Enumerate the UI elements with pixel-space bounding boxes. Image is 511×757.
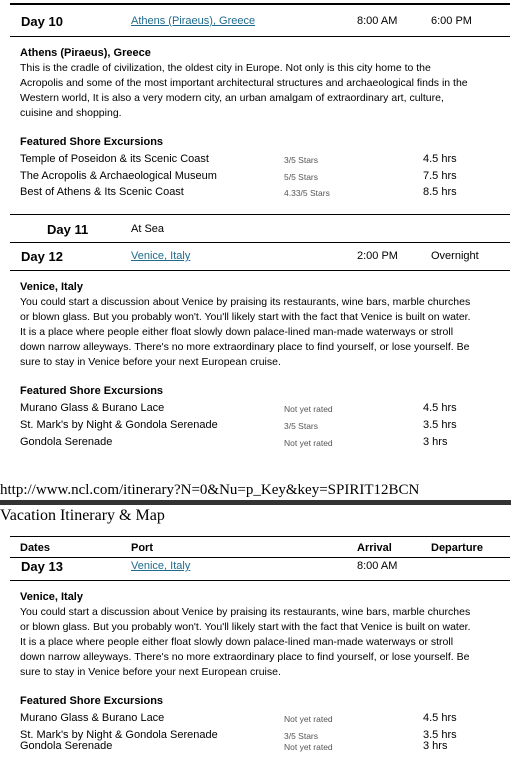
excursion-duration: 3 hrs [423,740,448,752]
arrival-time: 8:00 AM [357,15,398,27]
port-description [20,295,498,370]
excursions-heading: Featured Shore Excursions [20,385,164,397]
description-line: You could start a discussion about Venice by praising its restaurants, wine bars, marble churches [20,606,471,618]
port-description-title: Athens (Piraeus), Greece [20,47,151,59]
excursion-rating: 3/5 Stars [284,421,319,431]
excursions-heading: Featured Shore Excursions [20,695,164,707]
excursion-rating: 3/5 Stars [284,731,319,741]
description-line: cuisine and shopping. [20,107,122,119]
at-sea-label: At Sea [131,223,165,235]
excursions-heading: Featured Shore Excursions [20,136,164,148]
column-header-port: Port [131,542,153,554]
divider-line [10,536,510,537]
day-label: Day 11 [47,222,89,237]
excursion-rating: Not yet rated [284,404,333,414]
port-description [20,61,498,121]
description-line: or blown glass. But you probably won't. You'll likely start with the fact that Venice is built on water. [20,311,471,323]
page-url: http://www.ncl.com/itinerary?N=0&Nu=p_Key&key=SPIRIT12BCN [0,482,420,498]
page-break-divider [0,500,511,505]
excursion-duration: 3.5 hrs [423,419,457,431]
excursion-duration: 4.5 hrs [423,153,457,165]
day-row-10 [10,11,510,33]
excursion-rating: 5/5 Stars [284,172,319,182]
arrival-time: 2:00 PM [357,250,398,262]
excursion-duration: 4.5 hrs [423,712,457,724]
excursion-name: Best of Athens & Its Scenic Coast [20,186,184,198]
description-line: Western world, It is also a very modern city, an urban amalgam of extraordinary art, culture, [20,92,444,104]
day-row-12 [10,246,510,268]
excursion-name: The Acropolis & Archaeological Museum [20,170,217,182]
port-description-title: Venice, Italy [20,591,83,603]
excursion-name: St. Mark's by Night & Gondola Serenade [20,729,218,741]
divider-line [10,580,510,581]
divider-line [10,242,510,243]
excursion-row[interactable] [20,170,490,186]
excursion-rating: Not yet rated [284,742,333,752]
column-header-departure: Departure [431,542,483,554]
day-label: Day 10 [21,14,63,29]
description-line: sure to stay in Venice before your next European cruise. [20,666,281,678]
day-label: Day 12 [21,249,63,264]
description-line: This is the cradle of civilization, the oldest city in Europe. Not only is this city home to the [20,62,431,74]
excursion-name: Murano Glass & Burano Lace [20,712,165,724]
excursion-row[interactable] [20,402,490,418]
day-row-11 [10,219,510,241]
excursion-rating: Not yet rated [284,714,333,724]
excursion-name: Gondola Serenade [20,740,113,752]
description-line: down narrow alleyways. There's no more extraordinary place to find yourself, or lose yourself. Be [20,341,470,353]
excursion-row[interactable] [20,153,490,169]
page-title: Vacation Itinerary & Map [0,507,165,524]
port-link[interactable]: Venice, Italy [131,560,191,572]
excursion-row[interactable] [20,740,490,756]
excursion-row[interactable] [20,186,490,202]
departure-time: 6:00 PM [431,15,472,27]
excursion-duration: 8.5 hrs [423,186,457,198]
divider-line [10,36,510,37]
column-header-dates: Dates [20,542,50,554]
port-link[interactable]: Venice, Italy [131,250,191,262]
port-link[interactable]: Athens (Piraeus), Greece [131,15,256,27]
excursion-duration: 4.5 hrs [423,402,457,414]
column-header-arrival: Arrival [357,542,392,554]
excursion-rating: Not yet rated [284,438,333,448]
divider-line [10,270,510,271]
description-line: It is a place where people either float slowly down palace-lined man-made waterways or stroll [20,326,454,338]
excursion-row[interactable] [20,419,490,435]
description-line: You could start a discussion about Venice by praising its restaurants, wine bars, marble churches [20,296,471,308]
excursion-row[interactable] [20,436,490,452]
description-line: Acropolis and some of the most important architectural structures and archaeological finds in the [20,77,468,89]
excursion-row[interactable] [20,712,490,728]
description-line: or blown glass. But you probably won't. You'll likely start with the fact that Venice is built on water. [20,621,471,633]
excursion-name: Gondola Serenade [20,436,113,448]
excursion-duration: 3.5 hrs [423,729,457,741]
excursion-duration: 3 hrs [423,436,448,448]
divider-line [10,3,510,5]
excursion-rating: 4.33/5 Stars [284,188,330,198]
port-description-title: Venice, Italy [20,281,83,293]
excursion-name: St. Mark's by Night & Gondola Serenade [20,419,218,431]
divider-line [10,214,510,215]
excursion-name: Temple of Poseidon & its Scenic Coast [20,153,209,165]
port-description [20,605,498,680]
arrival-time: 8:00 AM [357,560,398,572]
description-line: It is a place where people either float slowly down palace-lined man-made waterways or stroll [20,636,454,648]
excursion-rating: 3/5 Stars [284,155,319,165]
description-line: sure to stay in Venice before your next European cruise. [20,356,281,368]
departure-time: Overnight [431,250,479,262]
excursion-name: Murano Glass & Burano Lace [20,402,165,414]
excursion-duration: 7.5 hrs [423,170,457,182]
day-label: Day 13 [21,559,63,574]
description-line: down narrow alleyways. There's no more extraordinary place to find yourself, or lose yourself. Be [20,651,470,663]
day-row-13 [10,556,510,578]
